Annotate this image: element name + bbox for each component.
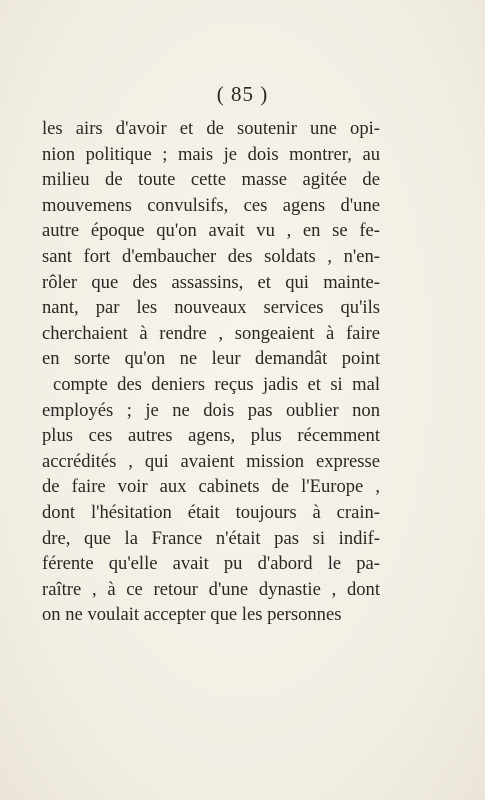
text-line: plus ces autres agens, plus récemment [42,425,380,447]
text-line: employés ; je ne dois pas oublier non [42,399,380,421]
page-number: ( 85 ) [216,82,269,106]
text-line: compte des deniers reçus jadis et si mal [53,373,380,395]
text-line: dre, que la France n'était pas si indif- [42,527,380,549]
text-line: dont l'hésitation était toujours à crain- [42,501,380,523]
text-line: nion politique ; mais je dois montrer, au [42,143,380,165]
text-line: en sorte qu'on ne leur demandât point [42,348,380,370]
body-text [42,116,380,628]
text-line: rôler que des assassins, et qui mainte- [42,271,380,293]
text-line: sant fort d'embaucher des soldats , n'en- [42,245,380,267]
text-line: de faire voir aux cabinets de l'Europe , [42,476,380,498]
text-line: férente qu'elle avait pu d'abord le pa- [42,553,380,575]
text-line: milieu de toute cette masse agitée de [42,169,380,191]
text-line: nant, par les nouveaux services qu'ils [42,297,380,319]
text-line: autre époque qu'on avait vu , en se fe- [42,220,380,242]
text-line: cherchaient à rendre , songeaient à faire [42,322,380,344]
text-line: accrédités , qui avaient mission expresse [42,450,380,472]
text-line: raître , à ce retour d'une dynastie , dont [42,578,380,600]
text-line: mouvemens convulsifs, ces agens d'une [42,194,380,216]
text-line: on ne voulait accepter que les personnes [42,604,342,626]
text-line: les airs d'avoir et de soutenir une opi- [42,118,380,139]
